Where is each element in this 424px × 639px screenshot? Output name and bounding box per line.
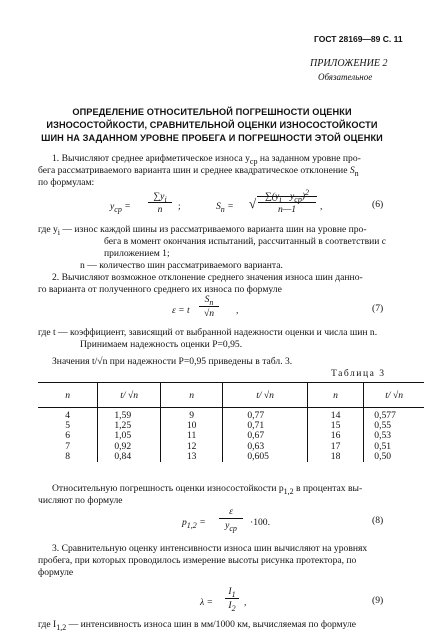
formula8-lhs: $p_{1,2}$ = xyxy=(182,517,206,530)
formula6-ycp-lhs: $y_{ср}$ = xyxy=(110,201,131,214)
table3-cell: 0,51 xyxy=(374,440,392,452)
title-line-3: ШИН НА ЗАДАННОМ УРОВНЕ ПРОБЕГА И ПОГРЕШНОСТИ ЭТОЙ ОЦЕНКИ xyxy=(41,133,383,143)
table3-cell: 12 xyxy=(186,440,197,452)
table3-cell: 4 xyxy=(65,410,71,421)
where1-line-1: где $y_i$ — износ каждой шины из рассматриваемого варианта шин на уровне про- xyxy=(38,224,367,237)
table3-cell: 0,92 xyxy=(114,440,132,452)
formula9-denominator: $I_2$ xyxy=(228,600,236,613)
table3-cell: 0,50 xyxy=(374,450,392,462)
section3-line-1: 3. Сравнительную оценку интенсивности износа шин вычисляют на уровнях xyxy=(52,543,368,554)
table3-cell: 0,605 xyxy=(247,450,269,462)
table3-cell: 14 xyxy=(330,410,341,421)
table3-cell: 6 xyxy=(65,430,71,442)
formula9-comma: , xyxy=(244,597,247,608)
table3-cell: 1,59 xyxy=(114,410,132,421)
formula6-ycp-bar xyxy=(148,202,172,203)
table-3 xyxy=(38,382,424,462)
where2-line-3: Значения t/√n при надежности P=0,95 приведены в табл. 3. xyxy=(52,356,293,367)
formula9-lhs: λ = xyxy=(200,597,214,608)
appendix-status: Обязательное xyxy=(318,72,373,82)
table3-cell: 0,63 xyxy=(247,440,265,452)
formula6-sn-lhs: $S_n$ = xyxy=(216,201,234,214)
relative-error-line-1: Относительную погрешность оценки износостойкости $p_{1,2}$ в процентах вы- xyxy=(52,483,363,496)
formula6-ycp-numerator: $\sum y_i$ xyxy=(153,191,167,204)
formula6-sn-numerator: $\sum(y_i—y_{ср})^2$ xyxy=(264,188,310,205)
section2-line-2: го варианта от полученного среднего их износа по формуле xyxy=(38,284,282,295)
table3-cell: 8 xyxy=(65,450,71,462)
table3-cell: 16 xyxy=(330,430,341,442)
relative-error-line-2: числяют по формуле xyxy=(38,495,123,506)
where1-line-3: приложением 1; xyxy=(104,248,170,259)
formula6-sn-denominator: n—1 xyxy=(277,204,297,215)
where1-line-4: n — количество шин рассматриваемого варианта. xyxy=(80,260,283,271)
formula6-ycp-denominator: n xyxy=(157,204,163,215)
formula6-sqrt-sign: √ xyxy=(249,196,257,211)
title-line-2: ИЗНОСОСТОЙКОСТИ, СРАВНИТЕЛЬНОЙ ОЦЕНКИ ИЗНОСОСТОЙКОСТИ xyxy=(46,120,378,130)
title-line-1: ОПРЕДЕЛЕНИЕ ОТНОСИТЕЛЬНОЙ ПОГРЕШНОСТИ ОЦЕНКИ xyxy=(72,107,352,117)
table3-column-n-3 xyxy=(307,408,363,463)
table3-cell: 0,77 xyxy=(247,410,265,421)
formula9-bar xyxy=(225,598,239,599)
formula7-comma: , xyxy=(236,305,239,316)
table3-cell: 5 xyxy=(65,420,71,432)
table3-cell: 0,71 xyxy=(247,420,265,432)
formula8-denominator: $y_{ср}$ xyxy=(225,520,237,533)
formula7-bar xyxy=(199,306,219,307)
where3-line-1: где $I_{1,2}$ — интенсивность износа шин в мм/1000 км, вычисляемая по формуле xyxy=(38,619,357,632)
table3-column-t-3 xyxy=(364,408,424,463)
table3-header-n-2: n xyxy=(160,383,222,408)
table3-cell: 0,55 xyxy=(374,420,392,432)
formula7-numerator: $S_n$ xyxy=(204,294,214,307)
formula6-number: (6) xyxy=(372,199,384,210)
table3-cell: 1,25 xyxy=(114,420,132,432)
formula9-number: (9) xyxy=(372,595,384,606)
table3-column-n-1 xyxy=(38,408,98,463)
table3-column-t-2 xyxy=(223,408,308,463)
appendix-label: ПРИЛОЖЕНИЕ 2 xyxy=(310,58,388,69)
formula8-bar xyxy=(219,518,243,519)
formula7-denominator: √n xyxy=(203,308,215,319)
section3-line-3: формуле xyxy=(38,567,74,578)
table3-cell: 9 xyxy=(189,410,195,421)
table3-cell: 15 xyxy=(330,420,341,432)
table3-cell: 0,67 xyxy=(247,430,265,442)
table3-cell: 11 xyxy=(187,430,197,442)
table3-cell: 17 xyxy=(330,440,341,452)
table3-header-t-2: t/ √n xyxy=(223,383,308,408)
table3-header-n-1: n xyxy=(38,383,98,408)
formula9-numerator: $I_1$ xyxy=(228,586,236,599)
section2-line-1: 2. Вычисляют возможное отклонение среднего значения износа шин данно- xyxy=(52,272,363,283)
table3-header-t-1: t/ √n xyxy=(98,383,161,408)
section1-line-2: бега рассматриваемого варианта шин и среднее квадратическое отклонение $S_n$ xyxy=(38,165,359,178)
section1-line-3: по формулам: xyxy=(38,177,95,188)
table3-cell: 0,84 xyxy=(114,450,132,462)
formula8-number: (8) xyxy=(372,515,384,526)
formula8-tail: ·100. xyxy=(250,517,270,528)
table3-cell: 1,05 xyxy=(114,430,132,442)
section3-line-2: пробега, при которых проводилось измерение высоты рисунка протектора, по xyxy=(38,555,357,566)
table3-header-n-3: n xyxy=(307,383,363,408)
where2-line-1: где t — коэффициент, зависящий от выбранной надежности оценки и числа шин n. xyxy=(38,327,378,338)
where1-line-2: бега в момент окончания испытаний, рассчитанный в соответствии с xyxy=(104,236,387,247)
table3-cell: 7 xyxy=(65,440,71,452)
table3-header-t-3: t/ √n xyxy=(364,383,424,408)
table3-caption: Таблица 3 xyxy=(331,368,386,379)
formula7-lhs: ε = t xyxy=(172,305,190,316)
page-header: ГОСТ 28169—89 С. 11 xyxy=(314,34,403,44)
section1-line-1: 1. Вычисляют среднее арифметическое износа $y_{ср}$ на заданном уровне про- xyxy=(52,153,361,166)
formula6-comma: , xyxy=(320,201,323,212)
formula6-separator: ; xyxy=(178,201,181,212)
table3-column-n-2 xyxy=(160,408,222,463)
table3-cell: 10 xyxy=(186,420,197,432)
table3-cell: 0,577 xyxy=(374,410,396,421)
where2-line-2: Принимаем надежность оценки P=0,95. xyxy=(80,339,243,350)
table3-cell: 18 xyxy=(330,450,341,462)
formula8-numerator: ε xyxy=(229,506,233,517)
formula7-number: (7) xyxy=(372,303,384,314)
table3-column-t-1 xyxy=(98,408,161,463)
table3-cell: 0,53 xyxy=(374,430,392,442)
table3-cell: 13 xyxy=(186,450,197,462)
formula6-sn-bar xyxy=(258,202,316,203)
